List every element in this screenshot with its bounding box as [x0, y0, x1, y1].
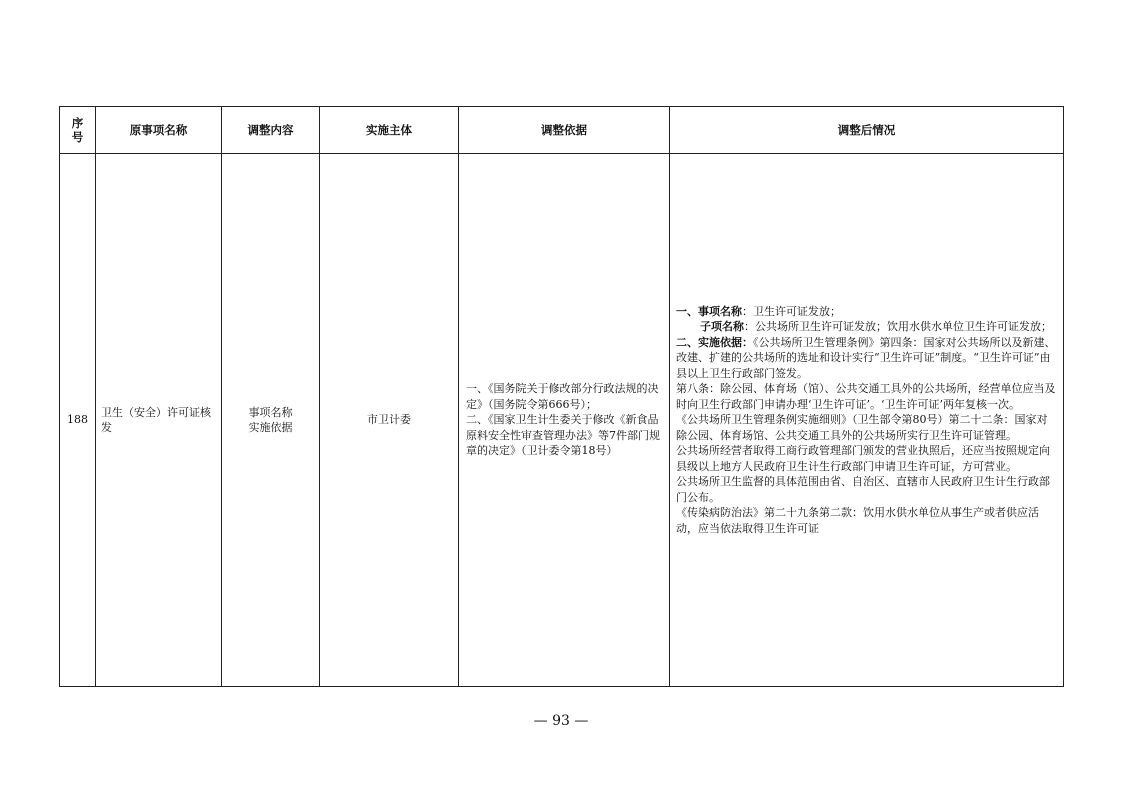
- basis-line-1: 一、《国务院关于修改部分行政法规的决定》（国务院令第666号）；: [466, 382, 659, 411]
- after-sub-item: [676, 319, 1058, 335]
- adjustment-table: [59, 106, 1064, 687]
- cell-subject: 市卫计委: [320, 154, 459, 687]
- cell-after: [670, 154, 1064, 687]
- cell-adjust-content: [222, 154, 320, 687]
- header-adjust-content: 调整内容: [222, 107, 320, 154]
- header-seq: 序号: [60, 107, 96, 154]
- header-original-name: 原事项名称: [96, 107, 222, 154]
- header-subject: 实施主体: [320, 107, 459, 154]
- adjust-item-basis: 实施依据: [248, 421, 293, 434]
- after-paragraph: 第八条：除公园、体育场（馆）、公共交通工具外的公共场所，经营单位应当及时向卫生行政部门申请办理‘卫生许可证’。‘卫生许可证’两年复核一次。: [676, 382, 1056, 411]
- after-basis-label: 二、实施依据：: [676, 335, 753, 349]
- after-item-name: [676, 304, 1058, 320]
- page-number: — 93 —: [533, 713, 589, 729]
- cell-basis: [459, 154, 670, 687]
- table-row: [60, 154, 1064, 687]
- after-paragraph: 《公共场所卫生管理条例实施细则》（卫生部令第80号）第二十二条：国家对除公园、体育场馆、公共交通工具外的公共场所实行卫生许可证管理。: [676, 413, 1048, 442]
- header-basis: 调整依据: [459, 107, 670, 154]
- after-paragraph: 公共场所卫生监督的具体范围由省、自治区、直辖市人民政府卫生计生行政部门公布。: [676, 475, 1050, 504]
- basis-line-2: 二、《国家卫生计生委关于修改《新食品原料安全性审查管理办法》等7件部门规章的决定》（卫计委令第18号）: [466, 413, 660, 458]
- after-sub-label: 子项名称: [700, 320, 744, 334]
- adjust-item-name: 事项名称: [248, 405, 293, 419]
- after-paragraph: 《传染病防治法》第二十九条第二款：饮用水供水单位从事生产或者供应活动，应当依法取得卫生许可证: [676, 506, 1039, 535]
- after-basis: [676, 335, 1058, 382]
- after-paragraph: 公共场所经营者取得工商行政管理部门颁发的营业执照后，还应当按照规定向县级以上地方人民政府卫生计生行政部门申请卫生许可证，方可营业。: [676, 444, 1050, 473]
- after-item-text: ：卫生许可证发放；: [742, 304, 841, 318]
- header-after: 调整后情况: [670, 107, 1064, 154]
- cell-original-name: 卫生（安全）许可证核发: [96, 154, 222, 687]
- after-item-label: 一、事项名称: [676, 304, 742, 318]
- table-header-row: [60, 107, 1064, 154]
- cell-seq: 188: [60, 154, 96, 687]
- after-sub-text: ：公共场所卫生许可证发放；饮用水供水单位卫生许可证发放；: [744, 320, 1052, 334]
- after-basis-text: 《公共场所卫生管理条例》第四条：国家对公共场所以及新建、改建、扩建的公共场所的选址和设计实行“卫生许可证”制度。“卫生许可证”由县以上卫生行政部门签发。: [676, 335, 1056, 380]
